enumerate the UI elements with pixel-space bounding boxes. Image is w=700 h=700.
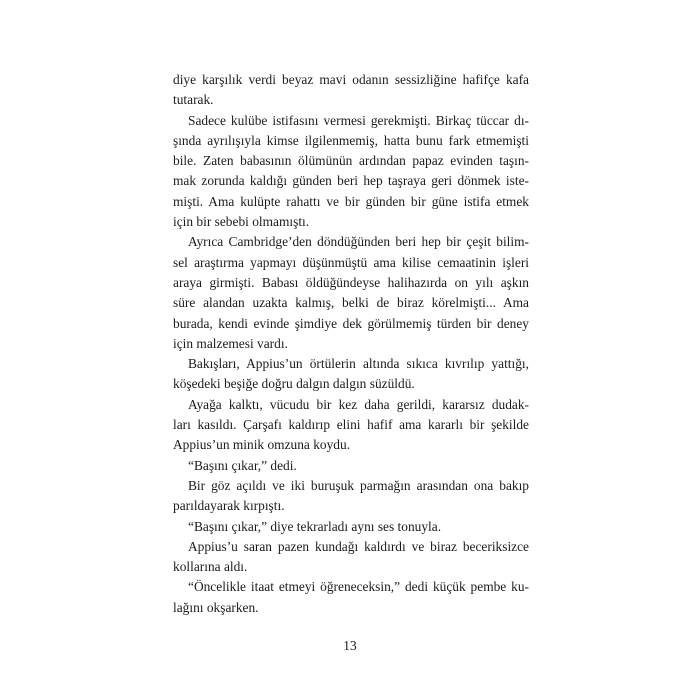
text-line: parıldayarak kırpıştı. [173, 498, 285, 514]
text-line: Appius’un minik omzuna koydu. [173, 437, 351, 453]
text-line: diye karşılık verdi beyaz mavi odanın sessizliğine hafifçe kafa [173, 72, 529, 87]
text-line: Sadece kulübe istifasını vermesi gerekmişti. Birkaç tüccar dı- [188, 112, 529, 128]
text-line: Appius’u saran pazen kundağı kaldırdı ve biraz beceriksizce [188, 538, 529, 554]
text-line: sel araştırma yapmayı düşünmüştü ama kilise cemaatinin işleri [173, 254, 529, 270]
text-line: Ayağa kalktı, vücudu bir kez daha gerildi, kararsız dudak- [188, 396, 529, 412]
body-text [173, 70, 529, 618]
text-line: burada, kendi evinde şimdiye dek görülmemiş türden bir deney [173, 315, 529, 331]
text-line: tutarak. [173, 92, 214, 108]
text-line: lağını okşarken. [173, 599, 259, 615]
text-line: Bir göz açıldı ve iki buruşuk parmağın arasından ona bakıp [188, 477, 529, 493]
text-line: süre alandan uzakta kalmış, belki de biraz körelmişti... Ama [173, 295, 529, 311]
text-line: mişti. Ama kulüpte rahattı ve bir günden bir güne istifa etmek [173, 193, 529, 209]
text-line: “Başını çıkar,” dedi. [188, 457, 297, 473]
text-line: ları kasıldı. Çarşafı kaldırıp elini hafif ama kararlı bir şekilde [173, 417, 529, 433]
text-line: “Başını çıkar,” diye tekrarladı aynı ses tonuyla. [188, 518, 442, 534]
text-line: için bir sebebi olmamıştı. [173, 214, 310, 230]
text-line: için malzemesi vardı. [173, 335, 288, 351]
text-line: “Öncelikle itaat etmeyi öğreneceksin,” dedi küçük pembe ku- [188, 579, 529, 595]
page-number: 13 [343, 638, 357, 653]
text-line: köşedeki beşiğe doğru dalgın dalgın süzüldü. [173, 376, 415, 392]
text-line: Ayrıca Cambridge’den döndüğünden beri hep bir çeşit bilim- [188, 234, 529, 250]
text-line: bile. Zaten babasının ölümünün ardından papaz evinden taşın- [173, 153, 529, 169]
text-line: mak zorunda kaldığı günden beri hep taşraya geri dönmek iste- [173, 173, 529, 189]
text-line: araya girmişti. Babası öldüğündeyse halihazırda on yılı aşkın [173, 274, 529, 290]
text-line: Bakışları, Appius’un örtülerin altında sıkıca kıvrılıp yattığı, [188, 356, 529, 372]
text-line: kollarına aldı. [173, 559, 248, 575]
text-line: şında ayrılışıyla kimse ilgilenmemiş, hatta bunu fark etmemişti [173, 132, 529, 148]
